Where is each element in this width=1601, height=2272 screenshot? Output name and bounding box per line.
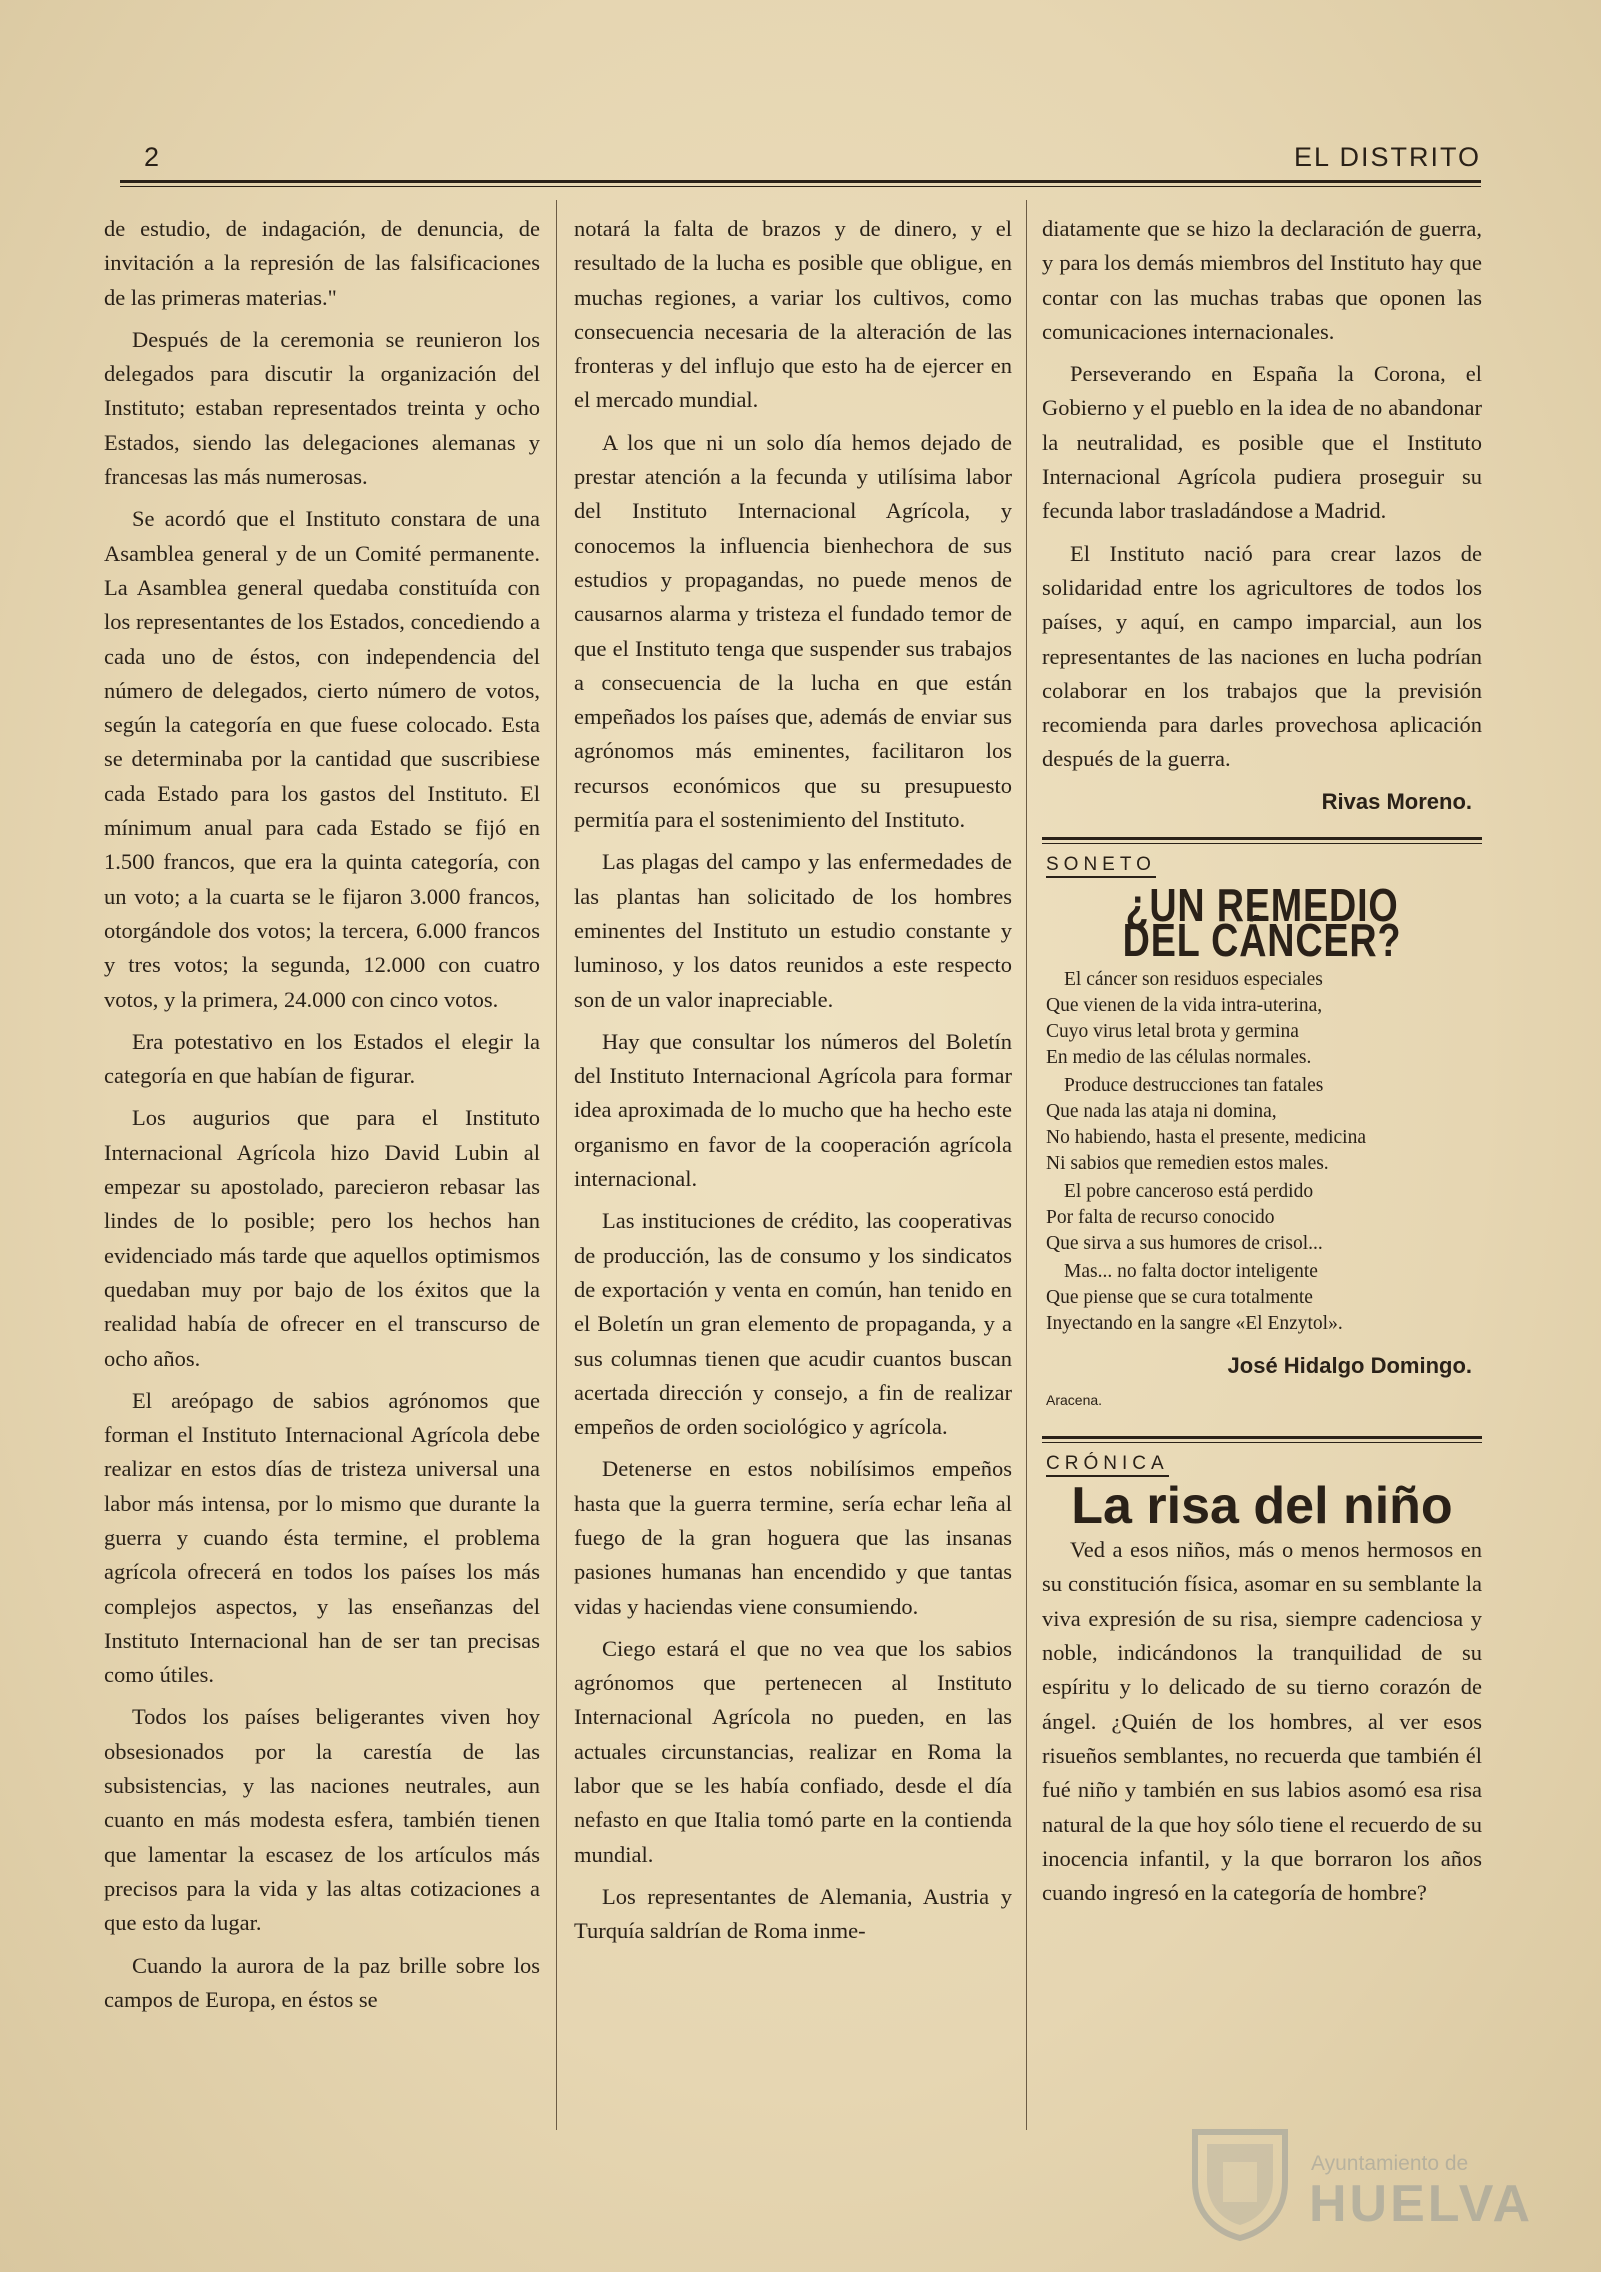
newspaper-title: EL DISTRITO bbox=[1293, 142, 1481, 172]
paragraph: Después de la ceremonia se reunieron los delegados para discutir la organización del Instituto; estaban representados treinta y ocho Estados, siendo las delegaciones alemanas y francesas las más numerosas. bbox=[104, 326, 540, 490]
sonnet-title: ¿UN REMEDIO DEL CÁNCER? bbox=[1122, 879, 1402, 966]
section-rule-thin bbox=[1042, 1442, 1482, 1443]
paragraph: A los que ni un solo día hemos dejado de prestar atención a la fecunda y utilísima labor del Instituto Internacional Agrícola, y conocemos la influencia bienhechora de sus estudios y propagandas, no puede menos de causarnos alarma y tristeza el fundado temor de que el Instituto tenga que suspender sus trabajos a consecuencia de la lucha en que están empeñados los países que, además de enviar sus agrónomos más eminentes, facilitaron los recursos económicos que su presupuesto permitía para el sostenimiento del Instituto. bbox=[574, 429, 1012, 833]
crest-icon bbox=[1185, 2122, 1295, 2242]
paragraph: Ciego estará el que no vea que los sabios agrónomos que pertenecen al Instituto Internacional Agrícola no pueden, en las actuales circunstancias, realizar en Roma la labor que se les había confiado, desde el día nefasto en que Italia tomó parte en la contienda mundial. bbox=[574, 1635, 1012, 1867]
poem-line: Cuyo virus letal brota y germina bbox=[1046, 1020, 1299, 1042]
paragraph: de estudio, de indagación, de denuncia, de invitación a la represión de las falsificaciones de las primeras materias." bbox=[104, 216, 540, 310]
paragraph: Era potestativo en los Estados el elegir la categoría en que habían de figurar. bbox=[104, 1028, 540, 1089]
paragraph: Cuando la aurora de la paz brille sobre los campos de Europa, en éstos se bbox=[104, 1952, 540, 2012]
paragraph: diatamente que se hizo la declaración de guerra, y para los demás miembros del Instituto hay que contar con las muchas trabas que oponen las comunicaciones internacionales. bbox=[1042, 216, 1482, 344]
poem-line: Produce destrucciones tan fatales bbox=[1064, 1074, 1324, 1096]
huelva-watermark bbox=[1185, 2122, 1534, 2242]
paragraph: Las instituciones de crédito, las cooperativas de producción, las de consumo y los sindicatos de exportación y venta en común, han tenido en el Boletín un gran elemento de propaganda, y a sus columnas tienen que acudir cuantos buscan acertada dirección y consejo, a fin de realizar empeños de orden sociológico y agrícola. bbox=[574, 1208, 1012, 1440]
section-rule bbox=[1042, 837, 1482, 840]
column-2 bbox=[574, 212, 1012, 1957]
column-divider bbox=[1026, 200, 1027, 2130]
paragraph: Las plagas del campo y las enfermedades de las plantas han solicitado de los hombres eminentes del Instituto un estudio constante y luminoso, y los datos reunidos a este respecto son de un valor inapreciable. bbox=[574, 849, 1012, 1012]
paragraph: Todos los países beligerantes viven hoy obsesionados por la carestía de las subsistencias, y las naciones neutrales, aun cuanto en más modesta esfera, también tienen que lamentar la escasez de los artículos más precisos para la vida y las altas cotizaciones a que esto da lugar. bbox=[104, 1704, 540, 1936]
section-rule-thin bbox=[1042, 843, 1482, 844]
poem-line: Que nada las ataja ni domina, bbox=[1046, 1100, 1277, 1122]
paragraph: Los representantes de Alemania, Austria y Turquía saldrían de Roma inme- bbox=[574, 1883, 1012, 1944]
poem-line: Ni sabios que remedien estos males. bbox=[1046, 1152, 1329, 1174]
sonnet-author: José Hidalgo Domingo. bbox=[1227, 1352, 1472, 1378]
page-number: 2 bbox=[144, 142, 161, 172]
poem-line: Que piense que se cura totalmente bbox=[1046, 1286, 1313, 1308]
article-signature: Rivas Moreno. bbox=[1321, 788, 1472, 814]
watermark-line1: Ayuntamiento de bbox=[1311, 2152, 1469, 2175]
poem-line: Inyectando en la sangre «El Enzytol». bbox=[1046, 1312, 1343, 1334]
header-rule bbox=[120, 180, 1481, 183]
section-rule bbox=[1042, 1436, 1482, 1439]
sonnet-place: Aracena. bbox=[1046, 1392, 1103, 1409]
cronica-title: La risa del niño bbox=[1071, 1476, 1453, 1535]
paragraph: El areópago de sabios agrónomos que forman el Instituto Internacional Agrícola debe realizar en estos días de tristeza universal una labor más intensa, por lo mismo que durante la guerra y cuando ésta termine, el problema agrícola ofrecerá en todos los países los más complejos aspectos, y las enseñanzas del Instituto Internacional han de ser tan precisas como útiles. bbox=[104, 1387, 540, 1688]
watermark-line2: HUELVA bbox=[1309, 2175, 1534, 2233]
poem-line: El cáncer son residuos especiales bbox=[1064, 968, 1323, 990]
poem-line: Por falta de recurso conocido bbox=[1046, 1206, 1275, 1228]
paragraph: Perseverando en España la Corona, el Gobierno y el pueblo en la idea de no abandonar la neutralidad, es posible que el Instituto Internacional Agrícola pudiera proseguir su fecunda labor trasladándose a Madrid. bbox=[1042, 361, 1482, 524]
poem-line: No habiendo, hasta el presente, medicina bbox=[1046, 1126, 1367, 1148]
sonnet-poem bbox=[1046, 967, 1482, 1337]
header-rule-thin bbox=[120, 186, 1481, 187]
paragraph: notará la falta de brazos y de dinero, y el resultado de la lucha es posible que obligue, en muchas regiones, a variar los cultivos, como consecuencia necesaria de la alteración de las fronteras y del influjo que esto ha de ejercer en el mercado mundial. bbox=[574, 216, 1012, 413]
paragraph: Los augurios que para el Instituto Internacional Agrícola hizo David Lubin al empezar su apostolado, parecieron rebasar las lindes de lo posible; pero los hechos han evidenciado más tarde que aquellos optimismos quedaban muy por bajo de los éxitos que la realidad había de ofrecer en el transcurso de ocho años. bbox=[104, 1105, 540, 1371]
poem-line: El pobre canceroso está perdido bbox=[1064, 1180, 1314, 1202]
paragraph: El Instituto nació para crear lazos de solidaridad entre los agricultores de todos los países, y aquí, en campo imparcial, aun los representantes de las naciones en lucha podrían colaborar en los trabajos que la previsión recomienda para darles provechosa aplicación después de la guerra. bbox=[1042, 540, 1482, 772]
sonnet-kicker: SONETO bbox=[1046, 854, 1156, 878]
poem-line: En medio de las células normales. bbox=[1046, 1046, 1312, 1068]
paragraph: Hay que consultar los números del Boletín del Instituto Internacional Agrícola para formar idea aproximada de lo mucho que ha hecho este organismo en favor de la cooperación agrícola internacional. bbox=[574, 1028, 1012, 1192]
cronica-kicker: CRÓNICA bbox=[1046, 1453, 1169, 1477]
paragraph: Se acordó que el Instituto constara de una Asamblea general y de un Comité permanente. La Asamblea general quedaba constituída con los representantes de los Estados, concediendo a cada uno de éstos, con independencia del número de delegados, cierto número de votos, según la categoría en que fuese colocado. Esta se determinaba por la cantidad que suscribiese cada Estado para los gastos del Instituto. El mínimum anual para cada Estado se fijó en 1.500 francos, que era la quinta categoría, con un voto; a la cuarta se le fijaron 3.000 francos, otorgándole dos votos; la tercera, 6.000 francos y tres votos; la segunda, 12.000 con cuatro votos, y la primera, 24.000 con cinco votos. bbox=[104, 506, 540, 1012]
paragraph: Ved a esos niños, más o menos hermosos en su constitución física, asomar en su semblante la viva expresión de su risa, siempre cadenciosa y noble, indicándonos la tranquilidad de su espíritu y lo delicado de su tierno corazón de ángel. ¿Quién de los hombres, al ver esos risueños semblantes, no recuerda que también él fué niño y también en sus labios asomó esa risa natural de la que hoy sólo tiene el recuerdo de su inocencia infantil, y la que borraron los años cuando ingresó en la categoría de hombre? bbox=[1042, 1537, 1482, 1906]
column-1 bbox=[104, 212, 540, 2025]
column-divider bbox=[556, 200, 557, 2130]
paragraph: Detenerse en estos nobilísimos empeños hasta que la guerra termine, sería echar leña al fuego de la gran hoguera que las insanas pasiones humanas han encendido y que tantas vidas y haciendas viene consumiendo. bbox=[574, 1456, 1012, 1619]
page-header bbox=[120, 138, 1481, 180]
poem-line: Que vienen de la vida intra-uterina, bbox=[1046, 994, 1323, 1016]
poem-line: Mas... no falta doctor inteligente bbox=[1064, 1260, 1318, 1282]
column-3 bbox=[1042, 212, 1482, 1918]
poem-line: Que sirva a sus humores de crisol... bbox=[1046, 1232, 1323, 1254]
